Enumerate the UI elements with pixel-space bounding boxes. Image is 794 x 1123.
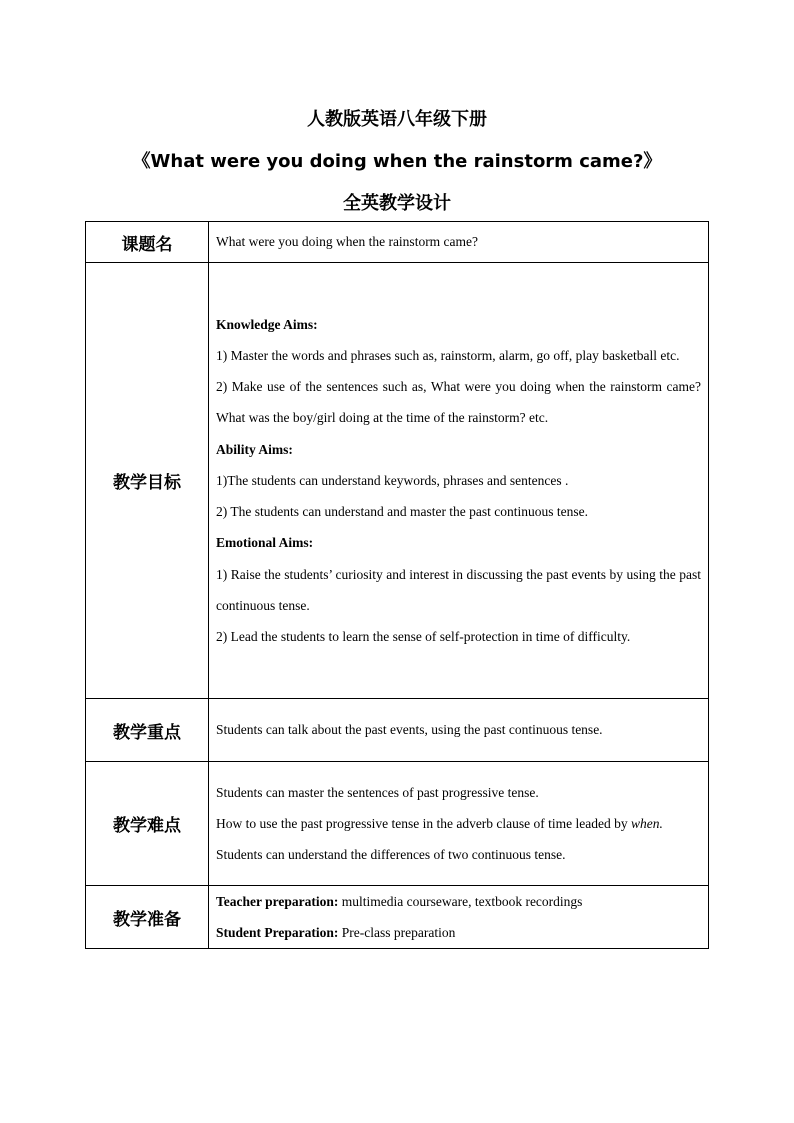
table-row-preparation (86, 886, 709, 949)
topic-value: What were you doing when the rainstorm came? (209, 222, 709, 263)
ability-aims-heading: Ability Aims: (216, 441, 293, 457)
teacher-preparation (216, 886, 701, 917)
difficulties-label: 教学难点 (86, 762, 209, 886)
table-row-key-points (86, 699, 709, 762)
table-row-topic (86, 222, 709, 263)
aims-content (209, 263, 709, 699)
difficulty-2 (216, 808, 701, 839)
key-points-value: Students can talk about the past events, using the past continuous tense. (209, 699, 709, 762)
topic-label: 课题名 (86, 222, 209, 263)
emotional-aim-2: 2) Lead the students to learn the sense of self-protection in time of difficulty. (216, 628, 631, 644)
knowledge-aim-1: 1) Master the words and phrases such as, rainstorm, alarm, go off, play basketball etc. (216, 348, 680, 364)
emotional-aims-heading: Emotional Aims: (216, 535, 314, 551)
preparation-content (209, 886, 709, 949)
lesson-title: 《What were you doing when the rainstorm came?》 (132, 151, 662, 172)
table-row-difficulties (86, 762, 709, 886)
difficulty-2-emphasis: when. (631, 815, 663, 831)
document-title-block (0, 104, 794, 220)
ability-aim-1: 1)The students can understand keywords, phrases and sentences . (216, 472, 569, 488)
lesson-plan-table (85, 221, 709, 949)
knowledge-aim-2: 2) Make use of the sentences such as, What were you doing when the rainstorm came? What was the boy/girl doing at the time of the rainstorm? etc. (216, 379, 701, 426)
student-preparation-value: Pre-class preparation (338, 925, 456, 941)
emotional-aim-1: 1) Raise the students’ curiosity and interest in discussing the past events by using the past continuous tense. (216, 566, 701, 613)
knowledge-aims-heading: Knowledge Aims: (216, 316, 318, 332)
teacher-preparation-value: multimedia courseware, textbook recordings (338, 894, 583, 909)
difficulty-1: Students can master the sentences of past progressive tense. (216, 784, 539, 800)
difficulties-content (209, 762, 709, 886)
teacher-preparation-label: Teacher preparation: (216, 894, 339, 909)
difficulty-3: Students can understand the differences of two continuous tense. (216, 847, 566, 863)
student-preparation-label: Student Preparation: (216, 925, 339, 941)
table-row-aims (86, 263, 709, 699)
aims-label: 教学目标 (86, 263, 209, 699)
ability-aim-2: 2) The students can understand and master the past continuous tense. (216, 504, 589, 520)
student-preparation (216, 917, 701, 948)
preparation-label: 教学准备 (86, 886, 209, 949)
document-subtitle: 全英教学设计 (343, 193, 451, 214)
document-title: 人教版英语八年级下册 (307, 109, 487, 130)
difficulty-2-text: How to use the past progressive tense in the adverb clause of time leaded by (216, 815, 631, 831)
key-points-label: 教学重点 (86, 699, 209, 762)
